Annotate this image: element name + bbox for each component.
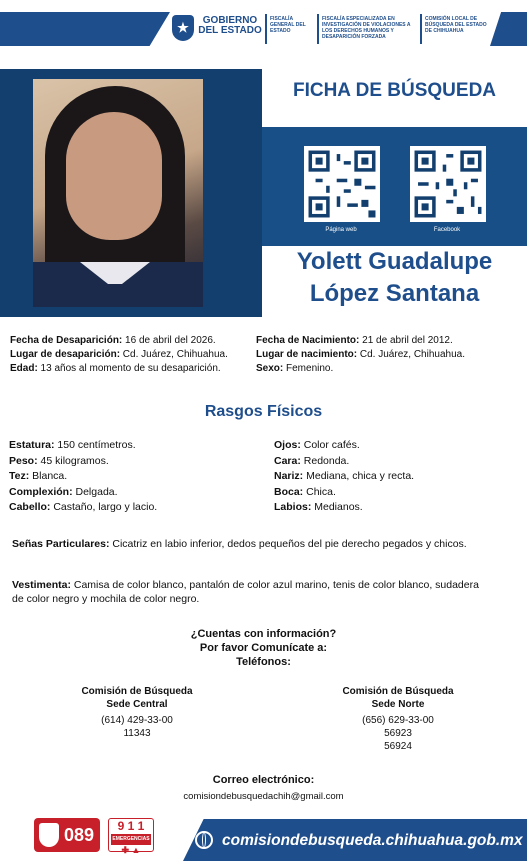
emergency-icons: ✚ ▲ bbox=[121, 845, 141, 855]
details-right bbox=[256, 334, 518, 376]
fiscalia-text: FISCALÍA GENERAL DEL ESTADO bbox=[270, 16, 306, 34]
details-left bbox=[10, 334, 255, 376]
shield-icon bbox=[39, 823, 59, 847]
contact-sede-central: Comisión de Búsqueda Sede Central (614) 429-33-00 11343 bbox=[55, 685, 219, 740]
rasgo-row: Cabello: Castaño, largo y lacio. bbox=[9, 501, 158, 513]
contact-email: Correo electrónico: comisiondebusquedachih@gmail.com bbox=[0, 774, 527, 803]
detail-row: Sexo: Femenino. bbox=[256, 363, 334, 374]
rasgo-row: Nariz: Mediana, chica y recta. bbox=[274, 470, 415, 482]
email-link[interactable]: comisiondebusquedachih@gmail.com bbox=[183, 791, 344, 802]
qr-code-facebook[interactable] bbox=[410, 146, 486, 222]
detail-row: Edad: 13 años al momento de su desaparición. bbox=[10, 363, 221, 374]
phone-extension: 56923 bbox=[384, 728, 412, 739]
rasgos-left bbox=[9, 438, 259, 516]
state-shield-icon: ★ bbox=[172, 15, 194, 41]
contact-sede-norte: Comisión de Búsqueda Sede Norte (656) 629-33-00 56923 56924 bbox=[316, 685, 480, 753]
website-link[interactable]: comisiondebusqueda.chihuahua.gob.mx bbox=[222, 832, 523, 849]
header-divider bbox=[265, 14, 267, 44]
rasgo-row: Ojos: Color cafés. bbox=[274, 439, 360, 451]
rasgo-row: Peso: 45 kilogramos. bbox=[9, 454, 109, 467]
person-name-line1: Yolett Guadalupe bbox=[296, 248, 493, 275]
person-name-line2: López Santana bbox=[309, 280, 480, 307]
page-title: FICHA DE BÚSQUEDA bbox=[292, 80, 497, 101]
comision-text: COMISIÓN LOCAL DE BÚSQUEDA DEL ESTADO DE CHIHUAHUA bbox=[425, 16, 487, 34]
gobierno-logo-text: GOBIERNO DEL ESTADO bbox=[198, 15, 262, 36]
rasgos-title: Rasgos Físicos bbox=[204, 403, 323, 420]
contact-intro: ¿Cuentas con información? Por favor Comunícate a: Teléfonos: bbox=[190, 628, 337, 668]
phone-extension: 11343 bbox=[123, 728, 151, 739]
qr-web-label: Página web bbox=[325, 227, 357, 233]
header-band-left bbox=[0, 12, 170, 46]
rasgo-row: Estatura: 150 centímetros. bbox=[9, 439, 136, 451]
header-divider bbox=[317, 14, 319, 44]
rasgo-row: Boca: Chica. bbox=[274, 485, 336, 498]
photo-face bbox=[66, 112, 162, 240]
vestimenta: Vestimenta: Camisa de color blanco, pantalón de color azul marino, tenis de color blanco, sudadera de color negro y mochila de color negro. bbox=[12, 579, 479, 605]
badge-911: 9 1 1 EMERGENCIAS ✚ ▲ bbox=[108, 818, 154, 852]
fiscalia-especializada-text: FISCALÍA ESPECIALIZADA EN INVESTIGACIÓN DE VIOLACIONES A LOS DERECHOS HUMANOS Y DESAPARICIÓN FORZADA bbox=[322, 16, 411, 40]
rasgo-row: Tez: Blanca. bbox=[9, 470, 68, 482]
qr-facebook-label: Facebook bbox=[433, 227, 461, 233]
person-name bbox=[262, 246, 527, 310]
detail-row: Fecha de Desaparición: 16 de abril del 2026. bbox=[10, 335, 216, 346]
rasgo-row: Complexión: Delgada. bbox=[9, 485, 118, 498]
rasgo-row: Labios: Medianos. bbox=[274, 501, 363, 513]
detail-row: Lugar de desaparición: Cd. Juárez, Chihuahua. bbox=[10, 349, 228, 360]
globe-icon bbox=[195, 831, 213, 849]
header-band-right bbox=[490, 12, 527, 46]
detail-row: Fecha de Nacimiento: 21 de abril del 2012. bbox=[256, 335, 453, 346]
rasgo-row: Cara: Redonda. bbox=[274, 454, 350, 467]
qr-code-web[interactable] bbox=[304, 146, 380, 222]
phone-extension: 56924 bbox=[384, 741, 412, 752]
header-divider bbox=[420, 14, 422, 44]
rasgos-right bbox=[274, 438, 514, 516]
detail-row: Lugar de nacimiento: Cd. Juárez, Chihuahua. bbox=[256, 349, 465, 360]
badge-089: 089 bbox=[34, 818, 100, 852]
senas-particulares: Señas Particulares: Cicatriz en labio inferior, dedos pequeños del pie derecho pegados y chicos. bbox=[12, 538, 467, 550]
phone-number[interactable]: (656) 629-33-00 bbox=[362, 715, 434, 726]
phone-number[interactable]: (614) 429-33-00 bbox=[101, 715, 173, 726]
